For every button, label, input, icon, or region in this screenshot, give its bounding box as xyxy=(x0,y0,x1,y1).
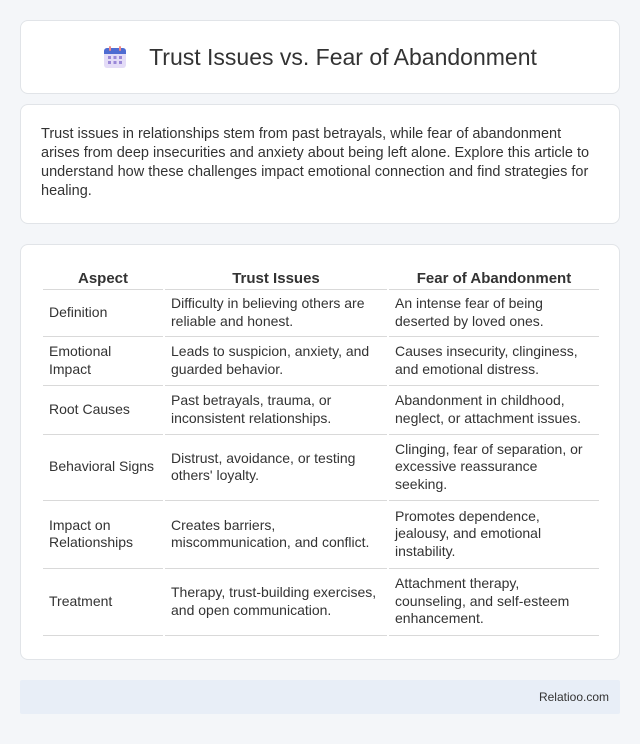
row-aspect: Definition xyxy=(43,289,164,336)
row-fear-of-abandonment: An intense fear of being deserted by loved ones. xyxy=(388,289,599,336)
comparison-card xyxy=(20,244,620,660)
intro-paragraph: Trust issues in relationships stem from past betrayals, while fear of abandonment arises from deep insecurities and anxiety about being left alone. Explore this article to understand how these challenges impact emotional connection and find strategies for healing. xyxy=(41,126,590,199)
footer xyxy=(20,680,620,714)
row-fear-of-abandonment: Promotes dependence, jealousy, and emotional instability. xyxy=(388,500,599,568)
calendar-icon xyxy=(103,45,127,69)
page-title: Trust Issues vs. Fear of Abandonment xyxy=(149,43,537,70)
row-aspect: Treatment xyxy=(43,568,164,635)
table-row xyxy=(43,336,599,385)
row-fear-of-abandonment: Attachment therapy, counseling, and self-esteem enhancement. xyxy=(388,568,599,635)
title-card xyxy=(20,20,620,94)
intro-card xyxy=(20,104,620,224)
row-fear-of-abandonment: Clinging, fear of separation, or excessive reassurance seeking. xyxy=(388,434,599,500)
table-row xyxy=(43,568,599,635)
row-trust-issues: Therapy, trust-building exercises, and open communication. xyxy=(164,568,388,635)
table-row xyxy=(43,385,599,434)
comparison-table xyxy=(43,263,599,636)
title-wrap xyxy=(103,44,537,71)
row-trust-issues: Leads to suspicion, anxiety, and guarded behavior. xyxy=(164,336,388,385)
column-header-aspect: Aspect xyxy=(43,263,164,289)
row-aspect: Root Causes xyxy=(43,385,164,434)
row-aspect: Emotional Impact xyxy=(43,336,164,385)
column-header-trust-issues: Trust Issues xyxy=(164,263,388,289)
row-aspect: Behavioral Signs xyxy=(43,434,164,500)
footer-brand: Relatioo.com xyxy=(538,690,609,704)
row-fear-of-abandonment: Causes insecurity, clinginess, and emotional distress. xyxy=(388,336,599,385)
column-header-fear-of-abandonment: Fear of Abandonment xyxy=(388,263,599,289)
table-row xyxy=(43,289,599,336)
row-trust-issues: Difficulty in believing others are reliable and honest. xyxy=(164,289,388,336)
table-row xyxy=(43,434,599,500)
table-row xyxy=(43,500,599,568)
row-aspect: Impact on Relationships xyxy=(43,500,164,568)
row-fear-of-abandonment: Abandonment in childhood, neglect, or attachment issues. xyxy=(388,385,599,434)
row-trust-issues: Distrust, avoidance, or testing others' loyalty. xyxy=(164,434,388,500)
row-trust-issues: Creates barriers, miscommunication, and conflict. xyxy=(164,500,388,568)
table-header-row xyxy=(43,263,599,289)
row-trust-issues: Past betrayals, trauma, or inconsistent relationships. xyxy=(164,385,388,434)
